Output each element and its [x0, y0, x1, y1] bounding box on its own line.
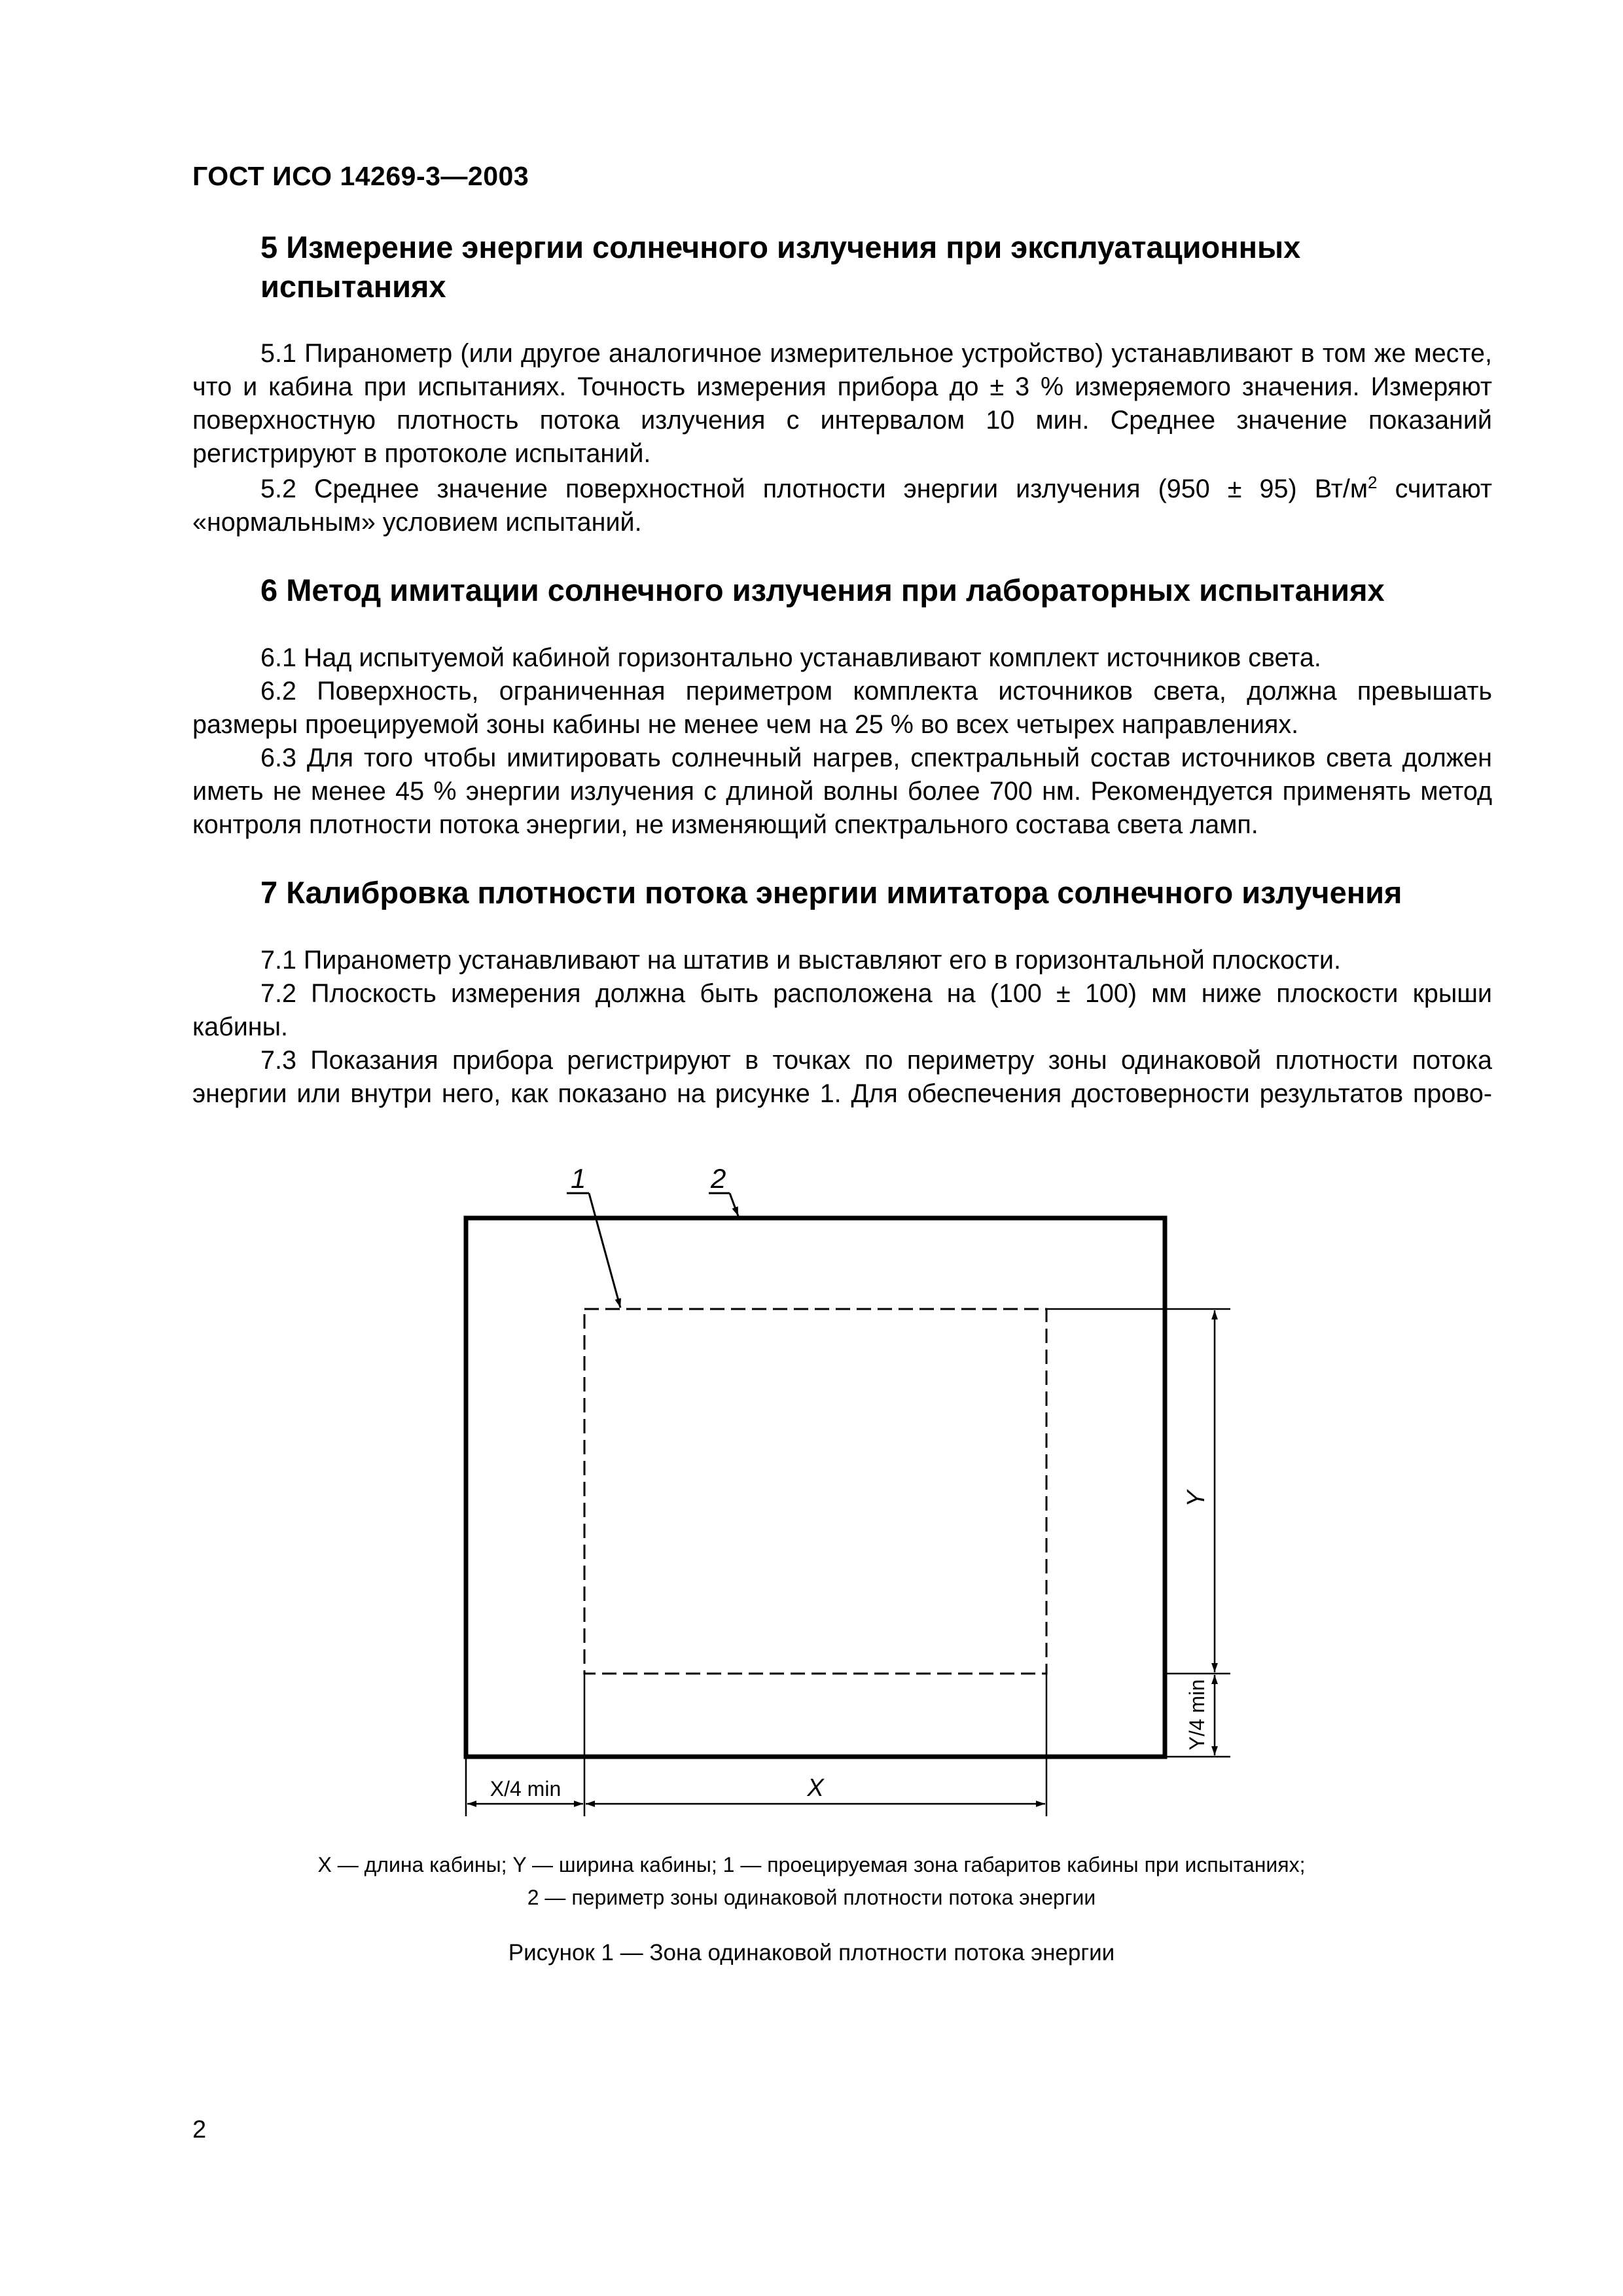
figure-caption — [0, 1848, 1623, 1914]
paragraph-6-1: 6.1 Над испытуемой кабиной горизонтально устанавливают комплект источников света. — [260, 643, 1321, 672]
label-2: 2 — [711, 1163, 726, 1194]
superscript-2: 2 — [1368, 473, 1378, 492]
figure-title: Рисунок 1 — Зона одинаковой плотности потока энергии — [508, 1940, 1115, 1965]
paragraph-7-2: 7.2 Плоскость измерения должна быть расположена на (100 ± 100) мм ниже плоскости крыши кабины. — [192, 979, 1492, 1041]
figure-caption-line1: X — длина кабины; Y — ширина кабины; 1 — проецируемая зона габаритов кабины при испытаниях; — [317, 1853, 1306, 1876]
paragraph-6-3: 6.3 Для того чтобы имитировать солнечный нагрев, спектральный состав источников света должен иметь не менее 45 % энергии излучения с длиной волны более 700 нм. Рекомендуется применять метод контроля плотности потока энергии, не изменяющий спектрального состава света ламп. — [192, 744, 1492, 839]
figure-caption-line2: 2 — периметр зоны одинаковой плотности потока энергии — [527, 1886, 1096, 1909]
label-1-leader — [589, 1193, 620, 1308]
section-7-heading: 7 Калибровка плотности потока энергии имитатора солнечного излучения — [260, 875, 1402, 910]
page-number: 2 — [192, 2116, 207, 2144]
paragraph-5-2-end: считают «нормальным» условием испытаний. — [192, 475, 1493, 537]
y4-dimension-label: Y/4 min — [1185, 1679, 1209, 1751]
section-5-title-line1: 5 Измерение энергии солнечного излучения при эксплуатационных — [260, 230, 1301, 264]
label-1: 1 — [571, 1163, 586, 1194]
paragraph-6-2: 6.2 Поверхность, ограниченная периметром комплекта источников света, должна превышать размеры проецируемой зоны кабины не менее чем на 25 % во всех четырех направлениях. — [192, 677, 1492, 739]
y-dimension-label: Y — [1183, 1490, 1210, 1507]
paragraph-7-3: 7.3 Показания прибора регистрируют в точках по периметру зоны одинаковой плотности потока энергии или внутри него, как показано на рисунке 1. Для обеспечения достоверности результатов прово- — [192, 1046, 1492, 1108]
paragraph-5-1: 5.1 Пиранометр (или другое аналогичное измерительное устройство) устанавливают в том же месте, что и кабина при испытаниях. Точность измерения прибора до ± 3 % измеряемого значения. Измеряют поверхностную плотность потока излучения с интервалом 10 мин. Среднее значение показаний регистрируют в протоколе испытаний. — [192, 339, 1492, 468]
section-5-title-line2: испытаниях — [260, 269, 446, 304]
label-2-leader — [730, 1193, 738, 1216]
x4-dimension-label: X/4 min — [490, 1777, 562, 1801]
paragraph-7-1: 7.1 Пиранометр устанавливают на штатив и выставляют его в горизонтальной плоскости. — [260, 946, 1341, 975]
outer-perimeter-rect — [466, 1218, 1165, 1757]
document-id: ГОСТ ИСО 14269-3—2003 — [192, 161, 529, 191]
paragraph-5-2-text: 5.2 Среднее значение поверхностной плотности энергии излучения (950 ± 95) Вт/м — [260, 475, 1368, 503]
x-dimension-label: X — [807, 1774, 824, 1802]
projected-zone-rect — [584, 1309, 1046, 1674]
section-6-heading: 6 Метод имитации солнечного излучения при лабораторных испытаниях — [260, 573, 1385, 607]
